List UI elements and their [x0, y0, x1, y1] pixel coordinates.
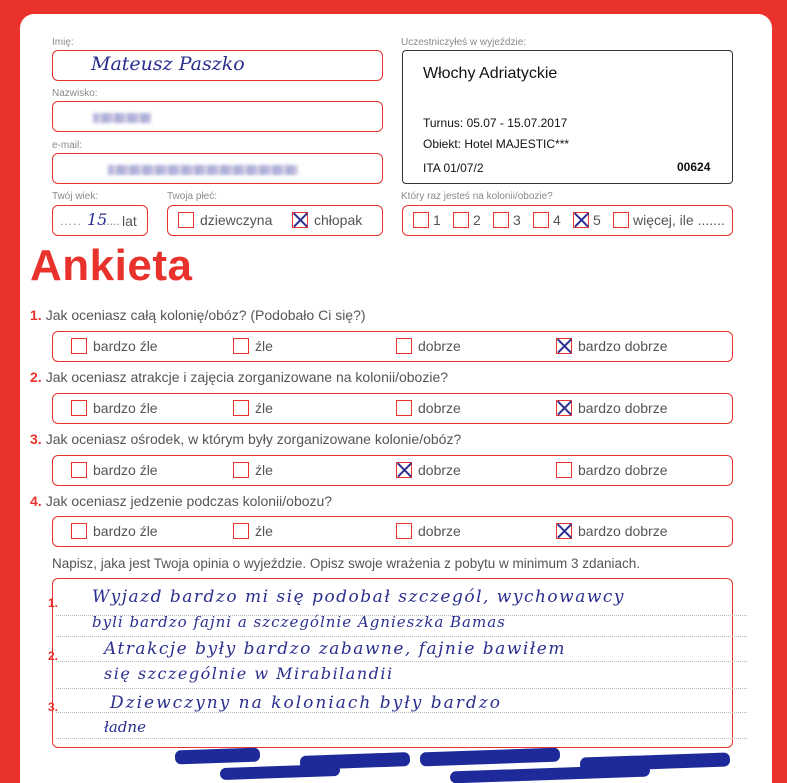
ktory-option-1[interactable]: 1 [413, 212, 441, 228]
q3-option-zle[interactable]: źle [233, 462, 273, 478]
wiek-dots-left: ..... [60, 214, 82, 228]
q1-option-bardzo-zle[interactable]: bardzo źle [71, 338, 158, 354]
imie-label: Imię: [52, 37, 74, 48]
q2-option-zle[interactable]: źle [233, 400, 273, 416]
trip-name: Włochy Adriatyckie [423, 65, 558, 82]
wiek-value: 15 [87, 210, 108, 229]
q1-option-bardzo-dobrze[interactable]: bardzo dobrze [556, 338, 668, 354]
answer-row-1 [52, 331, 733, 362]
answer-row-3 [52, 455, 733, 486]
answer-row-2 [52, 393, 733, 424]
wiek-unit: lat [122, 213, 137, 229]
question-3: 3. Jak oceniasz ośrodek, w którym były zorganizowane kolonie/obóz? [30, 431, 462, 447]
answer-row-4 [52, 516, 733, 547]
email-field[interactable] [52, 153, 383, 184]
imie-field[interactable] [52, 50, 383, 81]
wiek-label: Twój wiek: [52, 191, 99, 202]
plec-field [167, 205, 383, 236]
plec-option-chlopak[interactable]: chłopak [292, 212, 362, 228]
ktory-option-2[interactable]: 2 [453, 212, 481, 228]
survey-title: Ankieta [30, 241, 193, 290]
trip-code: ITA 01/07/2 [423, 161, 484, 175]
ktory-label: Który raz jesteś na kolonii/obozie? [401, 191, 553, 202]
q2-option-bardzo-zle[interactable]: bardzo źle [71, 400, 158, 416]
trip-obiekt: Obiekt: Hotel MAJESTIC*** [423, 137, 570, 151]
nazwisko-field[interactable] [52, 101, 383, 132]
opinion-line-5: Dziewczyny na koloniach były bardzo [110, 693, 502, 713]
q4-option-bardzo-zle[interactable]: bardzo źle [71, 523, 158, 539]
q2-option-bardzo-dobrze[interactable]: bardzo dobrze [556, 400, 668, 416]
opinion-line-4: się szczególnie w Mirabilandii [104, 664, 394, 683]
opinion-rule-4 [56, 688, 747, 689]
opinion-prompt: Napisz, jaka jest Twoja opinia o wyjeździe. Opisz swoje wrażenia z pobytu w minimum 3 zdaniach. [52, 556, 641, 571]
plec-label: Twoja płeć: [167, 191, 218, 202]
ktory-option-4[interactable]: 4 [533, 212, 561, 228]
q4-option-zle[interactable]: źle [233, 523, 273, 539]
q3-option-bardzo-dobrze[interactable]: bardzo dobrze [556, 462, 668, 478]
trip-number: 00624 [677, 160, 711, 174]
opinion-rule-6 [56, 738, 747, 739]
opinion-line-2: byli bardzo fajni a szczególnie Agnieszka Bamas [92, 613, 506, 631]
opinion-number-3: 3. [48, 700, 59, 714]
opinion-number-2: 2. [48, 649, 59, 663]
opinion-rule-3 [56, 661, 747, 662]
ktory-option-5[interactable]: 5 [573, 212, 601, 228]
q4-option-bardzo-dobrze[interactable]: bardzo dobrze [556, 523, 668, 539]
q1-option-zle[interactable]: źle [233, 338, 273, 354]
trip-turnus: Turnus: 05.07 - 15.07.2017 [423, 116, 568, 130]
opinion-line-1: Wyjazd bardzo mi się podobał szczegól, wychowawcy [92, 587, 626, 607]
question-4: 4. Jak oceniasz jedzenie podczas kolonii/obozu? [30, 493, 333, 509]
wiek-field[interactable] [52, 205, 148, 236]
trip-box [402, 50, 733, 184]
q3-option-bardzo-zle[interactable]: bardzo źle [71, 462, 158, 478]
wiek-dots-right: ..... [103, 214, 120, 228]
q3-option-dobrze[interactable]: dobrze [396, 462, 461, 478]
redacted-surname [93, 113, 151, 123]
email-label: e-mail: [52, 140, 83, 151]
q1-option-dobrze[interactable]: dobrze [396, 338, 461, 354]
ktory-option-3[interactable]: 3 [493, 212, 521, 228]
scribble-1 [175, 748, 260, 765]
q4-option-dobrze[interactable]: dobrze [396, 523, 461, 539]
opinion-number-1: 1. [48, 596, 59, 610]
redacted-email [108, 165, 298, 175]
checkbox-dziewczyna[interactable] [178, 212, 194, 228]
question-2: 2. Jak oceniasz atrakcje i zajęcia zorganizowane na kolonii/obozie? [30, 369, 449, 385]
opinion-line-6: ładne [104, 718, 146, 736]
q2-option-dobrze[interactable]: dobrze [396, 400, 461, 416]
imie-value: Mateusz Paszko [91, 53, 245, 75]
uczestnik-label: Uczestniczyłeś w wyjeździe: [401, 37, 527, 48]
question-1: 1. Jak oceniasz całą kolonię/obóz? (Podobało Ci się?) [30, 307, 366, 323]
ktory-option-wiecej[interactable]: więcej, ile ....... [613, 212, 725, 228]
opinion-line-3: Atrakcje były bardzo zabawne, fajnie bawiłem [104, 639, 566, 659]
opinion-rule-2 [56, 636, 747, 637]
nazwisko-label: Nazwisko: [52, 88, 98, 99]
checkbox-chlopak[interactable] [292, 212, 308, 228]
ktory-field [402, 205, 733, 236]
plec-option-dziewczyna[interactable]: dziewczyna [178, 212, 272, 228]
